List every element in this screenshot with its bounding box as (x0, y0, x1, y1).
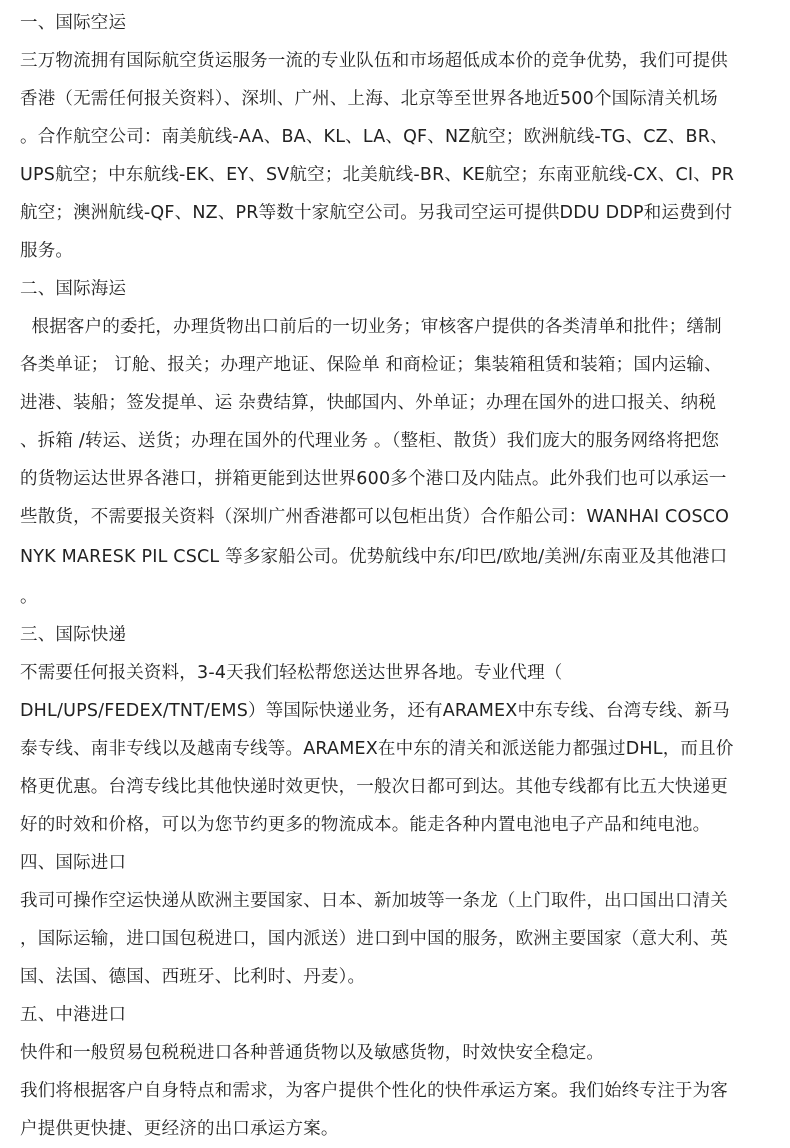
paragraph-line: 、拆箱 /转运、送货；办理在国外的代理业务 。（整柜、散货）我们庞大的服务网络将把您 (20, 431, 720, 451)
paragraph-line: 航空；澳洲航线-QF、NZ、PR等数十家航空公司。另我司空运可提供DDU DDP和运费到付 (20, 203, 733, 223)
paragraph-line: 我们将根据客户自身特点和需求，为客户提供个性化的快件承运方案。我们始终专注于为客 (20, 1081, 728, 1101)
document-body (20, 4, 780, 1148)
paragraph-line: 根据客户的委托，办理货物出口前后的一切业务；审核客户提供的各类清单和批件；缮制 (20, 317, 722, 337)
paragraph-line: ，国际运输，进口国包税进口，国内派送）进口到中国的服务，欧洲主要国家（意大利、英 (20, 929, 728, 949)
paragraph-line: DHL/UPS/FEDEX/TNT/EMS）等国际快递业务，还有ARAMEX中东专线、台湾专线、新马 (20, 701, 730, 721)
paragraph-line: UPS航空；中东航线-EK、EY、SV航空；北美航线-BR、KE航空；东南亚航线-CX、CI、PR (20, 165, 735, 185)
section-heading-express: 三、国际快递 (20, 625, 127, 645)
paragraph-line: 进港、装船；签发提单、运 杂费结算，快邮国内、外单证；办理在国外的进口报关、纳税 (20, 393, 717, 413)
paragraph-line: 格更优惠。台湾专线比其他快递时效更快，一般次日都可到达。其他专线都有比五大快递更 (20, 777, 728, 797)
paragraph-line: 服务。 (20, 241, 74, 261)
section-heading-sea-freight: 二、国际海运 (20, 279, 127, 299)
paragraph-line: 香港（无需任何报关资料）、深圳、广州、上海、北京等至世界各地近500个国际清关机场 (20, 89, 718, 109)
paragraph-line: 国、法国、德国、西班牙、比利时、丹麦）。 (20, 967, 366, 987)
section-heading-hk-import: 五、中港进口 (20, 1005, 127, 1025)
paragraph-line: 。合作航空公司：南美航线-AA、BA、KL、LA、QF、NZ航空；欧洲航线-TG、CZ、BR、 (20, 127, 728, 147)
paragraph-line: 各类单证； 订舱、报关；办理产地证、保险单 和商检证；集装箱租赁和装箱；国内运输、 (20, 355, 722, 375)
paragraph-line: 快件和一般贸易包税税进口各种普通货物以及敏感货物，时效快安全稳定。 (20, 1043, 605, 1063)
paragraph-line: 不需要任何报关资料，3-4天我们轻松帮您送达世界各地。专业代理（ (20, 663, 563, 683)
paragraph-line: 些散货，不需要报关资料（深圳广州香港都可以包柜出货）合作船公司：WANHAI COSCO (20, 507, 730, 527)
paragraph-line: 好的时效和价格，可以为您节约更多的物流成本。能走各种内置电池电子产品和纯电池。 (20, 815, 711, 835)
section-heading-air-freight: 一、国际空运 (20, 13, 127, 33)
paragraph-line: 三万物流拥有国际航空货运服务一流的专业队伍和市场超低成本价的竞争优势，我们可提供 (20, 51, 728, 71)
paragraph-line: 泰专线、南非专线以及越南专线等。ARAMEX在中东的清关和派送能力都强过DHL，而且价 (20, 739, 734, 759)
section-heading-international-import: 四、国际进口 (20, 853, 127, 873)
paragraph-line: NYK MARESK PIL CSCL 等多家船公司。优势航线中东/印巴/欧地/美洲/东南亚及其他港口 (20, 547, 728, 567)
paragraph-line: 我司可操作空运快递从欧洲主要国家、日本、新加坡等一条龙（上门取件，出口国出口清关 (20, 891, 728, 911)
paragraph-line: 的货物运达世界各港口，拼箱更能到达世界600多个港口及内陆点。此外我们也可以承运一 (20, 469, 727, 489)
paragraph-line: 户提供更快捷、更经济的出口承运方案。 (20, 1119, 339, 1139)
paragraph-line: 。 (20, 587, 38, 607)
